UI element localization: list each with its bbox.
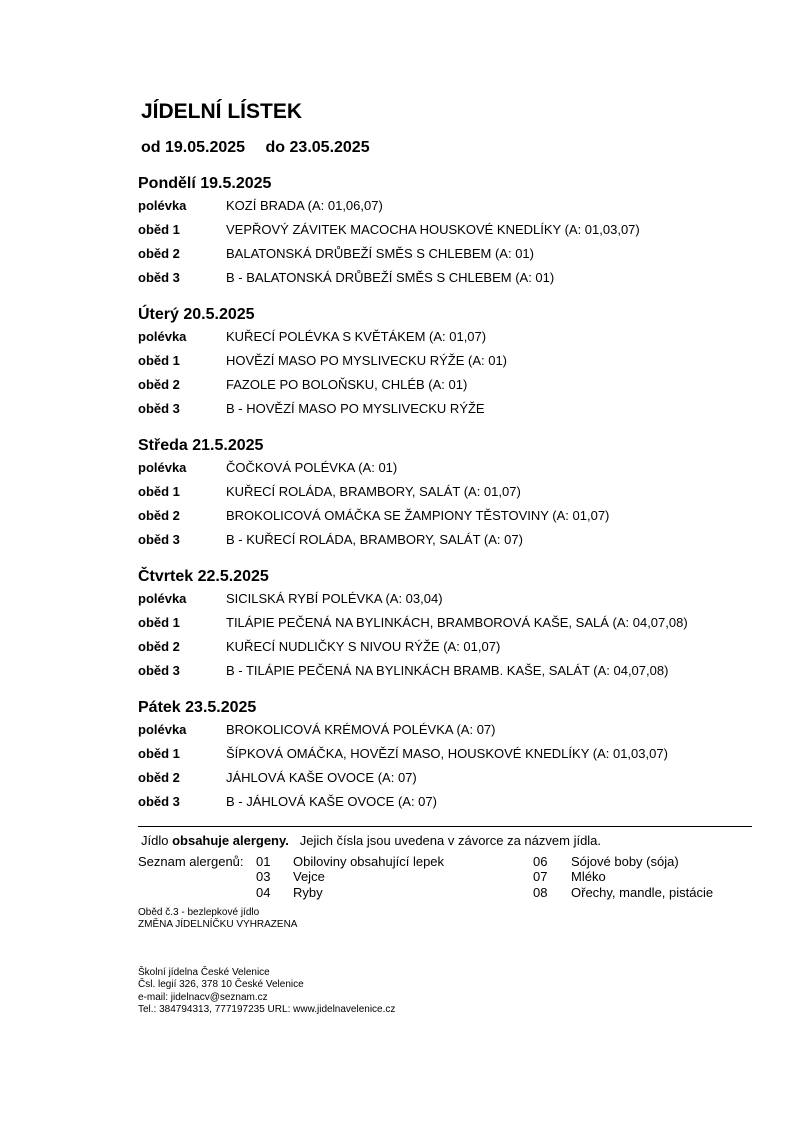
meal-label: oběd 1 (138, 615, 180, 630)
meal-label: oběd 2 (138, 639, 180, 654)
day-title: Čtvrtek 22.5.2025 (138, 568, 269, 585)
allergen-name: Vejce (293, 869, 325, 884)
allergen-code: 03 (256, 869, 271, 884)
meal-text: VEPŘOVÝ ZÁVITEK MACOCHA HOUSKOVÉ KNEDLÍKY (A: 01,03,07) (226, 222, 640, 237)
allergen-code: 04 (256, 885, 271, 900)
meal-row (138, 508, 610, 532)
meal-text: KUŘECÍ POLÉVKA S KVĚTÁKEM (A: 01,07) (226, 329, 487, 344)
day-title: Pondělí 19.5.2025 (138, 175, 272, 192)
meal-row (138, 377, 468, 401)
meal-row (138, 591, 443, 615)
allergen-name: Ryby (293, 885, 323, 900)
allergen-code: 01 (256, 854, 271, 869)
day-title: Úterý 20.5.2025 (138, 306, 255, 323)
allergen-name: Mléko (571, 869, 606, 884)
meal-text: B - BALATONSKÁ DRŮBEŽÍ SMĚS S CHLEBEM (A: 01) (226, 270, 555, 285)
meal-label: oběd 3 (138, 794, 180, 809)
allergen-name: Sójové boby (sója) (571, 854, 679, 869)
meal-label: oběd 1 (138, 353, 180, 368)
meal-text: TILÁPIE PEČENÁ NA BYLINKÁCH, BRAMBOROVÁ KAŠE, SALÁ (A: 04,07,08) (226, 615, 688, 630)
meal-row (138, 746, 668, 770)
allergen-code: 06 (533, 854, 548, 869)
meal-label: polévka (138, 329, 187, 344)
meal-label: oběd 3 (138, 532, 180, 547)
note-gluten-free: Oběd č.3 - bezlepkové jídlo (138, 907, 260, 918)
meal-label: oběd 3 (138, 270, 180, 285)
meal-text: KUŘECÍ ROLÁDA, BRAMBORY, SALÁT (A: 01,07) (226, 484, 521, 499)
meal-row (138, 722, 496, 746)
footer-school-name: Školní jídelna České Velenice (138, 967, 270, 978)
meal-text: ŠÍPKOVÁ OMÁČKA, HOVĚZÍ MASO, HOUSKOVÉ KNEDLÍKY (A: 01,03,07) (226, 746, 668, 761)
period-to: do 23.05.2025 (265, 139, 370, 156)
meal-text: KUŘECÍ NUDLIČKY S NIVOU RÝŽE (A: 01,07) (226, 639, 501, 654)
meal-text: JÁHLOVÁ KAŠE OVOCE (A: 07) (226, 770, 417, 785)
meal-text: B - KUŘECÍ ROLÁDA, BRAMBORY, SALÁT (A: 07) (226, 532, 523, 547)
day-section (138, 567, 688, 687)
allergen-list-label: Seznam alergenů: (138, 854, 244, 869)
meal-row (138, 198, 383, 222)
meal-row (138, 401, 485, 425)
meal-row (138, 353, 508, 377)
meal-label: oběd 3 (138, 401, 180, 416)
meal-text: ČOČKOVÁ POLÉVKA (A: 01) (226, 460, 398, 475)
allergen-note-rest: Jejich čísla jsou uvedena v závorce za názvem jídla. (288, 833, 602, 848)
meal-row (138, 663, 669, 687)
meal-text: BALATONSKÁ DRŮBEŽÍ SMĚS S CHLEBEM (A: 01) (226, 246, 534, 261)
meal-text: HOVĚZÍ MASO PO MYSLIVECKU RÝŽE (A: 01) (226, 353, 508, 368)
meal-text: SICILSKÁ RYBÍ POLÉVKA (A: 03,04) (226, 591, 443, 606)
allergen-name: Obiloviny obsahující lepek (293, 854, 445, 869)
meal-label: polévka (138, 722, 187, 737)
meal-row (138, 270, 555, 294)
day-section (138, 436, 610, 556)
meal-row (138, 246, 534, 270)
meal-label: oběd 2 (138, 377, 180, 392)
meal-label: polévka (138, 460, 187, 475)
footer-address: Čsl. legií 326, 378 10 České Velenice (138, 979, 304, 990)
allergen-code: 07 (533, 869, 548, 884)
meal-row (138, 532, 523, 556)
day-section (138, 698, 668, 818)
meal-label: oběd 3 (138, 663, 180, 678)
meal-label: polévka (138, 591, 187, 606)
meal-text: BROKOLICOVÁ OMÁČKA SE ŽAMPIONY TĚSTOVINY (A: 01,07) (226, 508, 610, 523)
meal-row (138, 329, 487, 353)
day-section (138, 305, 508, 425)
meal-label: oběd 1 (138, 222, 180, 237)
meal-row (138, 222, 640, 246)
meal-label: oběd 1 (138, 484, 180, 499)
meal-label: polévka (138, 198, 187, 213)
allergen-note (141, 833, 601, 848)
page-title: JÍDELNÍ LÍSTEK (141, 100, 303, 123)
meal-text: FAZOLE PO BOLOŇSKU, CHLÉB (A: 01) (226, 377, 468, 392)
meal-label: oběd 1 (138, 746, 180, 761)
meal-label: oběd 2 (138, 508, 180, 523)
divider (138, 826, 752, 827)
meal-row (138, 615, 688, 639)
footer-contact: Tel.: 384794313, 777197235 URL: www.jidelnavelenice.cz (138, 1004, 396, 1015)
day-title: Pátek 23.5.2025 (138, 699, 257, 716)
meal-text: B - JÁHLOVÁ KAŠE OVOCE (A: 07) (226, 794, 437, 809)
day-section (138, 174, 640, 294)
allergen-note-prefix: Jídlo (141, 833, 173, 848)
menu-period (141, 139, 370, 157)
meal-text: B - TILÁPIE PEČENÁ NA BYLINKÁCH BRAMB. KAŠE, SALÁT (A: 04,07,08) (226, 663, 669, 678)
meal-text: KOZÍ BRADA (A: 01,06,07) (226, 198, 383, 213)
meal-label: oběd 2 (138, 246, 180, 261)
meal-text: BROKOLICOVÁ KRÉMOVÁ POLÉVKA (A: 07) (226, 722, 496, 737)
meal-label: oběd 2 (138, 770, 180, 785)
meal-row (138, 770, 417, 794)
meal-row (138, 484, 521, 508)
note-menu-change: ZMĚNA JÍDELNÍČKU VYHRAZENA (138, 919, 298, 930)
period-from: od 19.05.2025 (141, 139, 246, 156)
footer-email: e-mail: jidelnacv@seznam.cz (138, 992, 268, 1003)
meal-row (138, 639, 501, 663)
meal-text: B - HOVĚZÍ MASO PO MYSLIVECKU RÝŽE (226, 401, 485, 416)
meal-row (138, 794, 437, 818)
allergen-code: 08 (533, 885, 548, 900)
allergen-note-bold: obsahuje alergeny. (172, 833, 289, 848)
day-title: Středa 21.5.2025 (138, 437, 264, 454)
meal-row (138, 460, 398, 484)
allergen-name: Ořechy, mandle, pistácie (571, 885, 714, 900)
